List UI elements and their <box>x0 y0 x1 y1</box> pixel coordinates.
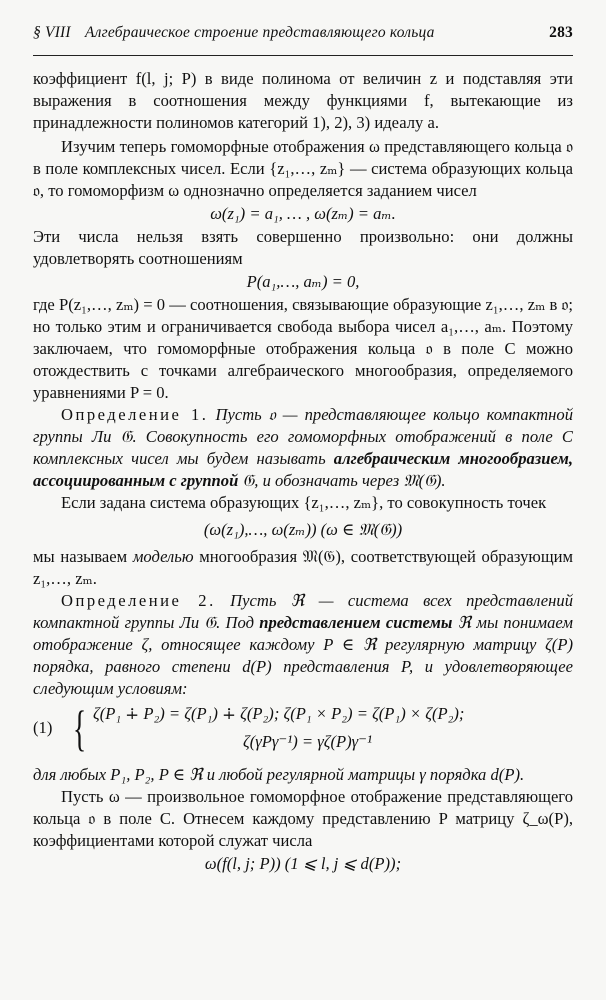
running-header <box>33 24 573 46</box>
chapter-title: Алгебраическое строение представляющего кольца <box>85 24 435 41</box>
equation-system-1 <box>33 702 573 762</box>
paragraph-1: коэффициент f(l, j; P) в виде полинома от величин z и подставляя эти выражения в соотношения между функциями f, вытекающие из принадлежности полиномов категорий 1), 2), 3) идеалу a. <box>33 69 573 132</box>
section-number: § VIII <box>33 24 71 41</box>
paragraph-8: Пусть ω — произвольное гомоморфное отображение представляющего кольца 𝔬 в поле C. Отнесем каждому представлению P матрицу ζ_ω(P), коэффициентами которой служат числа <box>33 787 573 850</box>
definition-1-text-b: 𝔊, и обозначать через 𝔐(𝔊). <box>242 471 446 490</box>
definition-2-label: Определение 2. <box>61 591 216 610</box>
paragraph-6 <box>33 546 573 590</box>
definition-1-label: Определение 1. <box>61 405 209 424</box>
equation-number: (1) <box>33 718 53 737</box>
formula-1: ω(z₁) = a₁, … , ω(zₘ) = aₘ. <box>210 204 396 223</box>
page-number: 283 <box>549 24 573 41</box>
header-rule <box>33 55 573 56</box>
definition-2-text-a: Пусть ℜ — система всех представлений компактной группы Ли 𝔊. Под <box>33 591 573 632</box>
definition-2-term: представлением системы <box>259 613 453 632</box>
paragraph-5: Если задана система образующих {z₁,…, zₘ}, то совокупность точек <box>61 493 547 512</box>
paragraph-2: Изучим теперь гомоморфные отображения ω представляющего кольца 𝔬 в поле комплексных чисел. Если {z₁,…, zₘ} — система образующих кольца 𝔬, то гомоморфизм ω однозначно определяется заданием чисел <box>33 137 573 200</box>
definition-2 <box>33 590 573 700</box>
formula-4: ω(f(l, j; P)) (1 ⩽ l, j ⩽ d(P)); <box>204 854 402 873</box>
definition-2-text-b: ℜ мы понимаем отображение ζ, относящее каждому P ∈ ℜ регулярную матрицу ζ(P) порядка, равного степени d(P) представления P, и удовлетворяющее следующим условиям: <box>33 613 573 698</box>
formula-2: P(a₁,…, aₘ) = 0, <box>246 272 360 291</box>
term-model: моделью <box>132 547 194 566</box>
paragraph-3: Эти числа нельзя взять совершенно произвольно: они должны удовлетворять соотношениям <box>33 227 573 268</box>
paragraph-6-a: мы называем <box>33 547 128 566</box>
book-page <box>33 24 573 876</box>
paragraph-6-b: многообразия 𝔐(𝔊), соответствующей образующим z₁,…, zₘ. <box>33 547 573 588</box>
equation-line-2: ζ(γPγ⁻¹) = γζ(P)γ⁻¹ <box>243 732 372 751</box>
left-brace: { <box>73 700 87 756</box>
formula-3: (ω(z₁),…, ω(zₘ)) (ω ∈ 𝔐(𝔊)) <box>203 520 403 539</box>
paragraph-7: для любых P₁, P₂, P ∈ ℜ и любой регулярной матрицы γ порядка d(P). <box>33 765 525 784</box>
definition-1-term: алгебраическим многообразием, ассоциированным с группой <box>33 449 573 490</box>
paragraph-4: где P(z₁,…, zₘ) = 0 — соотношения, связывающие образующие z₁,…, zₘ в 𝔬; но только этим и ограничивается свобода выбора чисел a₁,…, aₘ. Поэтому заключаем, что гомоморфные отображения кольца 𝔬 в поле C можно отождествить с точками алгебраического многообразия, определяемого уравнениями P = 0. <box>33 295 573 402</box>
definition-1-text-a: Пусть 𝔬 — представляющее кольцо компактной группы Ли 𝔊. Совокупность его гомоморфных отображений в поле C комплексных чисел мы будем называть <box>33 405 573 468</box>
equation-line-1: ζ(P₁ ∔ P₂) = ζ(P₁) ∔ ζ(P₂); ζ(P₁ × P₂) = ζ(P₁) × ζ(P₂); <box>93 704 465 723</box>
definition-1 <box>33 404 573 492</box>
